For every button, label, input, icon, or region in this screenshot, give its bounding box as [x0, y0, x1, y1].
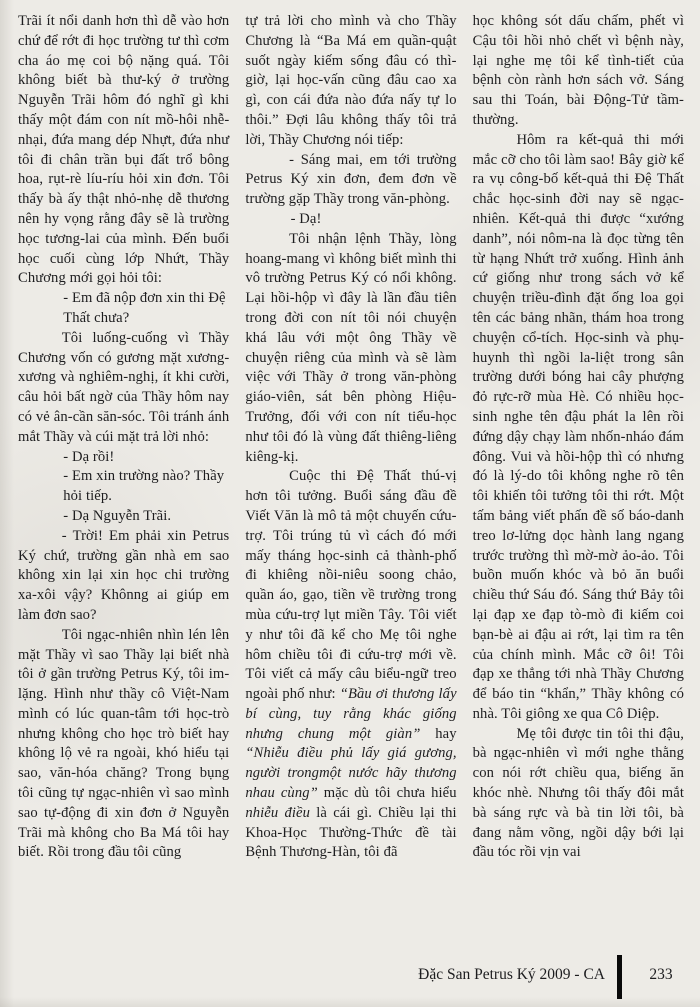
italic-quote-run: nhiễu điều	[245, 804, 311, 821]
text-run: - Sáng mai, em tới trường Petrus Ký xin đơn, đem đơn về trường gặp Thầy trong văn-phòng.	[245, 151, 457, 208]
text-run: - Dạ!	[290, 210, 322, 227]
paragraph	[18, 12, 229, 289]
text-run: Tôi ngạc-nhiên nhìn lén lên mặt Thầy vì sao Thầy lại biết nhà tôi ở gần trường Petrus Ký, tôi im-lặng. Hình như thầy cô Việt-Nam mình có lúc quan-tâm tới học-trò nhưng không cho học trò biết hay không lộ vẻ ra ngoài, khó hiểu tại sao, văn-hóa chăng? Trong bụng tôi cũng tự ngạc-nhiên vì sao mình sao tự-động đi xin đơn ở Nguyễn Trãi mà không cho Ba Má tôi hay biết. Rồi trong đầu tôi cũng	[18, 626, 230, 861]
italic-quote-run: “Nhiễu điều phủ lấy giá gương, người trongmột nước hãy thương nhau cùng”	[245, 745, 457, 802]
text-run: học không sót dấu chấm, phết vì Cậu tôi hồi nhỏ chết vì bệnh này, lại nghe mẹ tôi kể tình-tiết của bệnh còn rành hơn sách vở. Sáng sau thi Toán, bài Động-Tử tầm-thường.	[472, 13, 684, 128]
footer-page-number: 233	[649, 966, 673, 983]
paragraph	[473, 725, 684, 864]
text-run: mặc dù tôi chưa hiểu	[317, 785, 457, 802]
text-run: Cuộc thi Đệ Thất thú-vị hơn tôi tưởng. Buổi sáng đầu đề Viết Văn là mô tả một chuyến cứu-trợ. Tôi trúng tủ vì cách đó mới mấy tháng học-sinh cả thành-phố đi khiêng nồi-niêu soong chảo, quần áo, gạo, tiền về trường trong mùa cứu-trợ lụt miền Tây. Tôi viết y như tôi đã kể cho Mẹ tôi nghe hôm chiều tôi đi cứu-trợ mới về. Tôi viết cả mấy câu biểu-ngữ treo ngoài phố như:	[245, 468, 457, 703]
text-run: Trãi ít nổi danh hơn thì dễ vào hơn chứ để rớt đi học trường tư thì cơm cha áo mẹ coi bộ nặng quá. Tôi không biết bà thư-ký ở trường Nguyễn Trãi hôm đó nghĩ gì khi thấy một đám con nít mồ-hôi nhễ-nhại, đứa mang dép Nhựt, đứa như tôi đi chân trần bụi đất trổ bông hoa, rụt-rè líu-ríu hỏi xin đơn. Tôi thấy bà ấy thật nhỏ-nhẹ dễ thương nên hy vọng rằng đây sẽ là trường học tương-lai của mình. Đến buổi học cuối cùng lớp Nhứt, Thầy Chương mới gọi hỏi tôi:	[18, 13, 230, 287]
paragraph	[473, 12, 684, 131]
paragraph	[245, 467, 456, 863]
paragraph	[245, 151, 456, 210]
italic-quote-run: “Bầu ơi thương lấy bí cùng, tuy rằng khác giống nhưng chung một giàn”	[245, 686, 457, 742]
text-run: Tôi nhận lệnh Thầy, lòng hoang-mang vì không biết mình thi vô trường Petrus Ký có nổi không. Lại hồi-hộp vì đây là lần đầu tiên trong đời con nít tôi nói chuyện khá lâu với một ông Thầy về chuyện riêng của mình và sẽ làm việc với Thầy ở trong văn-phòng giáo-viên, sát bên phòng Hiệu-Trưởng, đối với con nít tiểu-học như tôi đó là vùng đất thiêng-liêng kiêng-kị.	[245, 230, 457, 465]
text-run: - Em đã nộp đơn xin thi Đệ Thất chưa?	[63, 290, 226, 326]
footer-journal-title: Đặc San Petrus Ký 2009 - CA	[418, 966, 605, 983]
text-column-3	[473, 12, 684, 863]
paragraph	[18, 329, 229, 448]
paragraph	[245, 230, 456, 468]
paragraph	[473, 131, 684, 725]
paragraph	[63, 448, 229, 468]
text-run: - Dạ rồi!	[63, 448, 115, 465]
text-run: tự trả lời cho mình và cho Thầy Chương là “Ba Má em quần-quật suốt ngày kiếm sống đâu có thì-giờ, lại học-vấn cũng đâu cao xa gì, con cái đứa nào đứa nấy tự lo thôi.” Đợi lâu không thấy tôi trả lời, Thầy Chương nói tiếp:	[245, 13, 457, 148]
text-column-2	[245, 12, 456, 863]
paragraph	[63, 289, 229, 329]
text-run: Tôi luống-cuống vì Thầy Chương vốn có gương mặt xương-xương và nghiêm-nghị, ít khi cười, câu hỏi bất ngờ của Thầy hôm nay có vẻ ân-cần săn-sóc. Tôi tránh ánh mắt Thầy và cúi mặt trả lời nhỏ:	[18, 329, 230, 445]
paragraph	[245, 12, 456, 151]
paragraph	[18, 527, 229, 626]
paragraph	[63, 507, 229, 527]
text-run: hay	[420, 725, 457, 742]
paragraph	[63, 467, 229, 507]
page-footer	[418, 955, 700, 999]
text-run: là cái gì. Chiều lại thi Khoa-Học Thường-Thức đề tài Bệnh Thương-Hàn, tôi đã	[245, 804, 457, 861]
text-column-1	[18, 12, 229, 863]
text-run: - Em xin trường nào? Thầy hỏi tiếp.	[63, 468, 225, 505]
paragraph	[291, 210, 457, 230]
paragraph	[18, 626, 229, 864]
text-run: - Dạ Nguyễn Trãi.	[63, 507, 172, 524]
text-run: - Trời! Em phải xin Petrus Ký chứ, trường gần nhà em sao không xin lại xin học chi trường xa-xôi vậy? Khônng ai giúp em làm đơn sao?	[18, 527, 230, 623]
text-run: Hôm ra kết-quả thi mới mắc cỡ cho tôi làm sao! Bây giờ kể ra vụ công-bố kết-quả thi Đệ Thất chắc học-sinh đời nay sẽ ngạc-nhiên. Kết-quả thi được “xướng danh”, nói nôm-na là đọc từng tên từ hạng Nhứt trở xuống. Hình ảnh cứ giống như trong sách vở kể chuyện triều-đình đặt ống loa gọi tên các bảng nhãn, thám hoa trong chuyện cổ-tích. Học-sinh và phụ-huynh thì ngồi la-liệt trong sân trường dưới bóng hai cây phượng đỏ rực-rỡ mùa Hè. Có nhiều học-sinh nghe tên đậu phát la lên rồi đứng dậy chạy làm nhốn-nháo đám đông. Vui và hồi-hộp thì có nhưng đó là lý-do tôi không nghe rõ tên tôi khiến tôi tưởng tôi thi rớt. Một tấm bảng viết phấn đề số báo-danh treo lơ-lửng dọc hành lang ngang trước trường thì mờ-mờ ảo-ảo. Tôi buồn muốn khóc và bỏ ăn buổi chiều thứ Sáu đó. Sáng thứ Bảy tôi lại đạp xe đạp tò-mò đi kiếm coi bạn-bè ai đậu ai rớt, lại tìm ra tên của chính mình. Mắc cỡ ôi! Tôi đạp xe thẳng tới nhà Thầy Chương để báo tin “khẩn,” Thầy không có nhà. Tôi giông xe qua Cô Diệp.	[472, 131, 684, 722]
text-run: Mẹ tôi được tin tôi thi đậu, bà ngạc-nhiên vì mới nghe thằng con nói rớt chiều qua, biếng ăn khóc nhè. Nhưng tôi thấy đôi mắt bà sáng rực và bà tin lời tôi, bà đang nằm võng, ngồi dậy bới lại đầu tóc rồi vịn vai	[472, 725, 684, 861]
